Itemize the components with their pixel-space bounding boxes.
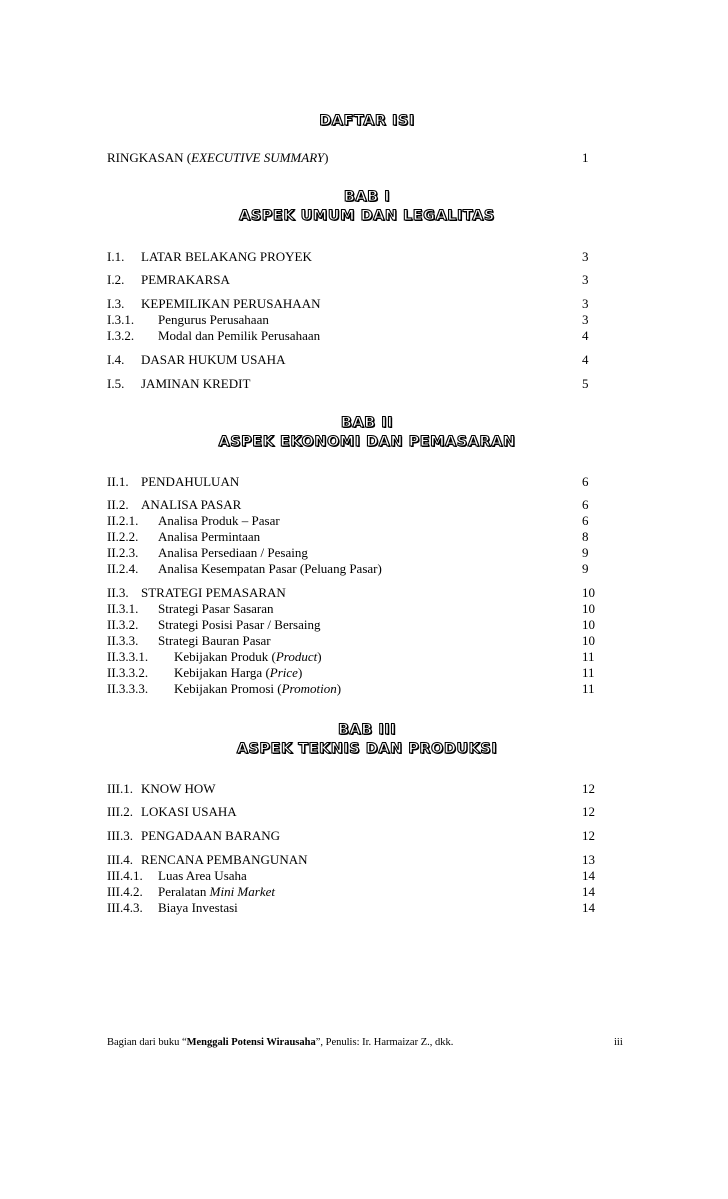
toc-entry-page: 12 bbox=[582, 828, 595, 843]
toc-entry[interactable] bbox=[107, 328, 627, 344]
summary-page: 1 bbox=[582, 150, 589, 165]
toc-entry-label: ANALISA PASAR bbox=[141, 497, 242, 512]
toc-entry-label: Kebijakan Promosi (Promotion) bbox=[174, 681, 342, 696]
toc-entry[interactable] bbox=[107, 529, 627, 545]
toc-entry-label: Analisa Persediaan / Pesaing bbox=[158, 545, 308, 560]
toc-entry-code: II.2.2. bbox=[107, 529, 139, 544]
toc-entry-page: 12 bbox=[582, 804, 595, 819]
toc-entry-code: III.4.1. bbox=[107, 868, 143, 883]
toc-entry-code: III.4. bbox=[107, 852, 133, 867]
toc-entry-label: Pengurus Perusahaan bbox=[158, 312, 269, 327]
toc-entry-code: I.3.2. bbox=[107, 328, 135, 343]
toc-entry-page: 10 bbox=[582, 633, 595, 648]
toc-entry-code: I.3.1. bbox=[107, 312, 135, 327]
toc-entry-page: 11 bbox=[582, 649, 595, 664]
toc-entry-code: III.3. bbox=[107, 828, 133, 843]
toc-entry-label: Modal dan Pemilik Perusahaan bbox=[158, 328, 321, 343]
toc-entry-label: KNOW HOW bbox=[141, 781, 216, 796]
toc-entry[interactable] bbox=[107, 828, 627, 844]
toc-entry-code: III.4.3. bbox=[107, 900, 143, 915]
toc-entry-page: 10 bbox=[582, 617, 595, 632]
chapter-2-title: ASPEK EKONOMI DAN PEMASARAN bbox=[218, 434, 516, 450]
toc-entry-code: III.2. bbox=[107, 804, 133, 819]
toc-entry[interactable] bbox=[107, 649, 627, 665]
chapter-2-bab: BAB II bbox=[340, 415, 394, 431]
toc-entry-label: Kebijakan Produk (Product) bbox=[174, 649, 322, 664]
toc-entry-label: Strategi Pasar Sasaran bbox=[158, 601, 274, 616]
toc-entry-code: I.3. bbox=[107, 296, 125, 311]
toc-entry-page: 12 bbox=[582, 781, 595, 796]
toc-entry-label: STRATEGI PEMASARAN bbox=[141, 585, 286, 600]
toc-entry-code: II.3.3.3. bbox=[107, 681, 149, 696]
toc-entry-page: 13 bbox=[582, 852, 595, 867]
toc-entry-code: II.1. bbox=[107, 474, 129, 489]
toc-entry-label: RENCANA PEMBANGUNAN bbox=[141, 852, 308, 867]
toc-entry[interactable] bbox=[107, 272, 627, 288]
toc-entry-page: 10 bbox=[582, 585, 595, 600]
toc-entry-label: Analisa Produk – Pasar bbox=[158, 513, 280, 528]
toc-entry-page: 8 bbox=[582, 529, 589, 544]
toc-entry-page: 6 bbox=[582, 497, 589, 512]
toc-entry-code: II.3.3.2. bbox=[107, 665, 149, 680]
toc-entry[interactable] bbox=[107, 497, 627, 513]
toc-entry-page: 3 bbox=[582, 272, 589, 287]
toc-entry-label: Kebijakan Harga (Price) bbox=[174, 665, 303, 680]
toc-entry-label: LATAR BELAKANG PROYEK bbox=[141, 249, 312, 264]
toc-entry-code: II.2.3. bbox=[107, 545, 139, 560]
toc-entry[interactable] bbox=[107, 601, 627, 617]
chapter-1-bab: BAB I bbox=[343, 189, 391, 205]
toc-entry-label: Luas Area Usaha bbox=[158, 868, 247, 883]
toc-entry-page: 14 bbox=[582, 900, 595, 915]
toc-entry[interactable] bbox=[107, 617, 627, 633]
toc-entry-page: 6 bbox=[582, 513, 589, 528]
toc-entry-label: Strategi Posisi Pasar / Bersaing bbox=[158, 617, 321, 632]
toc-entry-label: LOKASI USAHA bbox=[141, 804, 237, 819]
toc-entry-code: II.2. bbox=[107, 497, 129, 512]
toc-entry-page: 10 bbox=[582, 601, 595, 616]
toc-entry-code: II.3.3.1. bbox=[107, 649, 149, 664]
toc-entry-code: II.3. bbox=[107, 585, 129, 600]
toc-entry-page: 3 bbox=[582, 249, 589, 264]
toc-entry-code: II.3.1. bbox=[107, 601, 139, 616]
chapter-3-title: ASPEK TEKNIS DAN PRODUKSI bbox=[236, 741, 498, 757]
toc-entry-code: I.4. bbox=[107, 352, 125, 367]
toc-entry-page: 14 bbox=[582, 884, 595, 899]
toc-entry[interactable] bbox=[107, 296, 627, 312]
toc-entry-label: Biaya Investasi bbox=[158, 900, 238, 915]
toc-entry-code: I.5. bbox=[107, 376, 125, 391]
toc-entry-page: 14 bbox=[582, 868, 595, 883]
toc-entry-label: JAMINAN KREDIT bbox=[141, 376, 251, 391]
toc-entry-label: KEPEMILIKAN PERUSAHAAN bbox=[141, 296, 321, 311]
toc-entry-label: PEMRAKARSA bbox=[141, 272, 230, 287]
toc-title: DAFTAR ISI bbox=[319, 113, 415, 129]
toc-entry-label: Analisa Kesempatan Pasar (Peluang Pasar) bbox=[158, 561, 382, 576]
toc-entry[interactable] bbox=[107, 585, 627, 601]
toc-entry-code: II.3.2. bbox=[107, 617, 139, 632]
toc-entry[interactable] bbox=[107, 665, 627, 681]
toc-entry[interactable] bbox=[107, 884, 627, 900]
toc-entry[interactable] bbox=[107, 513, 627, 529]
toc-entry-code: II.2.1. bbox=[107, 513, 139, 528]
toc-entry[interactable] bbox=[107, 312, 627, 328]
toc-entry-code: II.3.3. bbox=[107, 633, 139, 648]
toc-entry-label: Analisa Permintaan bbox=[158, 529, 261, 544]
toc-entry[interactable] bbox=[107, 545, 627, 561]
toc-entry-code: I.1. bbox=[107, 249, 125, 264]
toc-entry-page: 11 bbox=[582, 665, 595, 680]
toc-entry-page: 11 bbox=[582, 681, 595, 696]
chapter-3-bab: BAB III bbox=[337, 722, 397, 738]
toc-entry-code: II.2.4. bbox=[107, 561, 139, 576]
toc-entry-page: 6 bbox=[582, 474, 589, 489]
toc-entry-page: 5 bbox=[582, 376, 589, 391]
toc-entry[interactable] bbox=[107, 852, 627, 868]
summary-row[interactable] bbox=[107, 150, 627, 166]
toc-entry[interactable] bbox=[107, 781, 627, 797]
toc-entry-code: III.4.2. bbox=[107, 884, 143, 899]
page-footer bbox=[107, 1037, 627, 1048]
toc-entry-label: PENDAHULUAN bbox=[141, 474, 240, 489]
toc-entry-page: 3 bbox=[582, 312, 589, 327]
toc-entry[interactable] bbox=[107, 681, 627, 697]
toc-entry-code: III.1. bbox=[107, 781, 133, 796]
toc-entry[interactable] bbox=[107, 352, 627, 368]
toc-entry-page: 9 bbox=[582, 561, 589, 576]
page-number-roman: iii bbox=[614, 1037, 623, 1048]
toc-entry[interactable] bbox=[107, 633, 627, 649]
toc-entry-label: PENGADAAN BARANG bbox=[141, 828, 281, 843]
summary-label: RINGKASAN (EXECUTIVE SUMMARY) bbox=[107, 150, 329, 165]
toc-entry-page: 4 bbox=[582, 352, 589, 367]
toc-entry-label: Strategi Bauran Pasar bbox=[158, 633, 271, 648]
toc-entry-page: 9 bbox=[582, 545, 589, 560]
toc-entry-label: Peralatan Mini Market bbox=[158, 884, 275, 899]
toc-entry[interactable] bbox=[107, 900, 627, 916]
toc-entry-page: 3 bbox=[582, 296, 589, 311]
toc-entry[interactable] bbox=[107, 804, 627, 820]
toc-entry[interactable] bbox=[107, 561, 627, 577]
chapter-1-title: ASPEK UMUM DAN LEGALITAS bbox=[239, 208, 495, 224]
toc-entry[interactable] bbox=[107, 249, 627, 265]
toc-entry[interactable] bbox=[107, 474, 627, 490]
toc-entry-page: 4 bbox=[582, 328, 589, 343]
toc-entry[interactable] bbox=[107, 868, 627, 884]
toc-entry-label: DASAR HUKUM USAHA bbox=[141, 352, 286, 367]
toc-entry[interactable] bbox=[107, 376, 627, 392]
toc-entry-code: I.2. bbox=[107, 272, 125, 287]
footer-citation: Bagian dari buku “Menggali Potensi Wirausaha”, Penulis: Ir. Harmaizar Z., dkk. bbox=[107, 1037, 454, 1048]
